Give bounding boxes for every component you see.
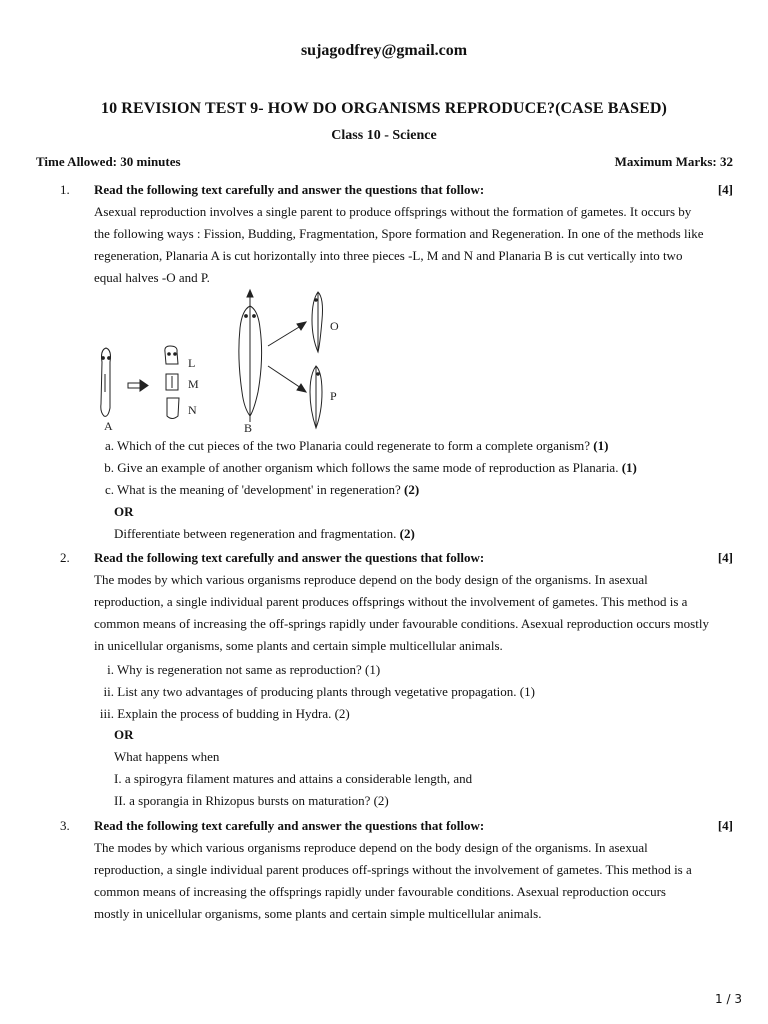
piece-m-label: M	[188, 377, 199, 391]
piece-n-label: N	[188, 403, 197, 417]
q1-marks: [4]	[717, 182, 733, 197]
q1-part-b	[94, 460, 637, 476]
q1-alt-marks: (2)	[399, 526, 415, 541]
q3-marks: [4]	[717, 818, 733, 833]
q1-b-marks: (1)	[621, 460, 637, 475]
page-subtitle: Class 10 - Science	[331, 128, 437, 143]
q2-part-i	[94, 662, 380, 678]
cut-arrow	[128, 380, 148, 391]
q1-c-text: What is the meaning of 'development' in regeneration?	[117, 482, 401, 497]
piece-l-label: L	[188, 356, 196, 370]
q2-part-ii	[94, 684, 535, 700]
q1-a-marks: (1)	[593, 438, 609, 453]
q1-or: OR	[114, 504, 134, 519]
q1-alternative	[114, 526, 415, 542]
q2-i-label: i.	[107, 662, 114, 677]
split-arrows	[268, 322, 306, 392]
q2-passage: The modes by which various organisms reproduce depend on the body design of the organisms. In asexual reproduction, a single individual parent produces offsprings without the involvement of gametes. This method is a common means of increasing the off-springs rapidly under favourable conditions. Asexual reproduction occurs mostly in unicellular organisms, some plants and certain simple multicellular animals.	[94, 572, 709, 653]
q2-number: 2.	[60, 550, 70, 565]
page-title: 10 REVISION TEST 9- HOW DO ORGANISMS REPRODUCE?(CASE BASED)	[100, 100, 667, 117]
half-p-label: P	[330, 389, 337, 403]
header-email: sujagodfrey@gmail.com	[300, 42, 468, 59]
q3-number: 3.	[60, 818, 70, 833]
q2-iii-text: Explain the process of budding in Hydra. (2)	[117, 706, 350, 721]
q2-heading: Read the following text carefully and answer the questions that follow:	[94, 550, 485, 565]
planaria-a-drawing	[101, 348, 111, 416]
q1-b-label: b.	[104, 460, 114, 475]
planaria-a-label: A	[104, 419, 113, 433]
planaria-figure	[92, 288, 372, 436]
q1-part-a	[94, 438, 608, 454]
q1-heading: Read the following text carefully and answer the questions that follow:	[94, 182, 485, 197]
q1-passage: Asexual reproduction involves a single parent to produce offsprings without the formation of gametes. It occurs by the following ways : Fission, Budding, Fragmentation, Spore formation and Regeneration. In one of the methods like regeneration, Planaria A is cut horizontally into three pieces -L, M and N and Planaria B is cut vertically into two equal halves -O and P.	[94, 204, 704, 285]
q1-number: 1.	[60, 182, 70, 197]
q2-iii-label: iii.	[99, 706, 114, 721]
q3-heading: Read the following text carefully and answer the questions that follow:	[94, 818, 485, 833]
maximum-marks: Maximum Marks: 32	[614, 154, 733, 169]
q1-c-marks: (2)	[404, 482, 420, 497]
q1-c-label: c.	[104, 482, 114, 497]
q3-passage: The modes by which various organisms reproduce depend on the body design of the organisms. In asexual reproduction, a single individual parent produces off-springs without the involvement of gametes. This method is a common means of increasing the offsprings rapidly under favourable conditions. Asexual reproduction occurs mostly in unicellular organisms, some plants and certain simple multicellular animals.	[94, 840, 692, 921]
half-p-drawing	[310, 366, 322, 428]
q2-ii-text: List any two advantages of producing plants through vegetative propagation. (1)	[117, 684, 535, 699]
half-o-drawing	[312, 292, 323, 352]
half-o-label: O	[330, 319, 339, 333]
q2-marks: [4]	[717, 550, 733, 565]
q1-part-c	[94, 482, 419, 498]
planaria-a-pieces	[165, 346, 179, 419]
q2-ii-label: ii.	[103, 684, 114, 699]
planaria-b-drawing	[239, 290, 262, 422]
q2-alt-2: II. a sporangia in Rhizopus bursts on maturation? (2)	[114, 793, 389, 808]
q1-a-text: Which of the cut pieces of the two Planaria could regenerate to form a complete organism?	[117, 438, 591, 453]
q1-b-text: Give an example of another organism which follows the same mode of reproduction as Planaria.	[117, 460, 619, 475]
q2-alt-1: I. a spirogyra filament matures and attains a considerable length, and	[114, 771, 473, 786]
q2-or: OR	[114, 727, 134, 742]
q2-part-iii	[94, 706, 350, 722]
q1-alt-text: Differentiate between regeneration and fragmentation.	[114, 526, 397, 541]
q1-a-label: a.	[104, 438, 114, 453]
q2-i-text: Why is regeneration not same as reproduction? (1)	[117, 662, 381, 677]
planaria-b-label: B	[244, 421, 253, 435]
q2-alt-intro: What happens when	[114, 749, 220, 764]
page-number: 1 / 3	[715, 992, 742, 1006]
time-allowed: Time Allowed: 30 minutes	[36, 154, 181, 169]
